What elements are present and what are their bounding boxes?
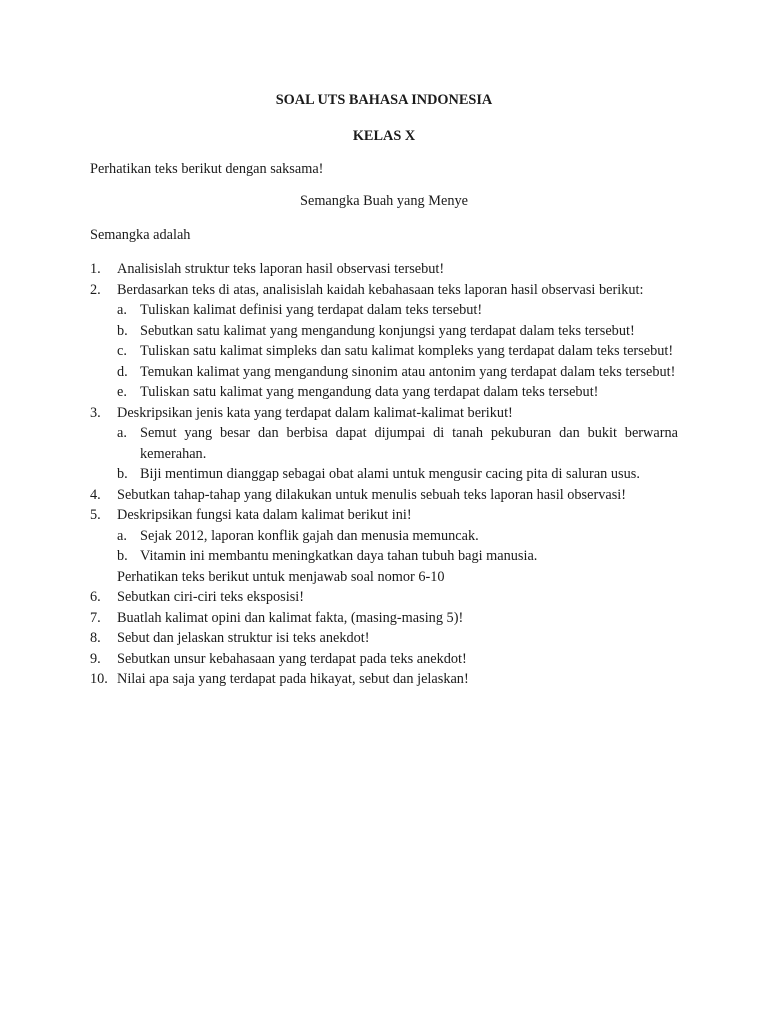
- question-number: 5.: [90, 507, 101, 523]
- question-text: Sebutkan ciri-ciri teks eksposisi!: [117, 589, 305, 605]
- question-item: [90, 587, 678, 608]
- question-item: [90, 608, 678, 629]
- question-item: [90, 259, 678, 280]
- question-text: Deskripsikan fungsi kata dalam kalimat berikut ini!: [117, 507, 412, 523]
- sub-question-letter: d.: [117, 363, 128, 380]
- question-item: [90, 505, 678, 526]
- question-item: [90, 280, 678, 301]
- question-number: 3.: [90, 404, 101, 421]
- class-label: KELAS X: [352, 128, 416, 144]
- intro-instruction: Perhatikan teks berikut dengan saksama!: [90, 161, 324, 177]
- question-item: [90, 485, 678, 506]
- sub-question-letter: a.: [117, 302, 127, 318]
- question-text: Nilai apa saja yang terdapat pada hikayat, sebut dan jelaskan!: [117, 671, 469, 687]
- question-item: [90, 649, 678, 670]
- sub-question-text: Vitamin ini membantu meningkatkan daya tahan tubuh bagi manusia.: [140, 548, 538, 564]
- question-text: Sebut dan jelaskan struktur isi teks anekdot!: [117, 630, 370, 646]
- section-note: Perhatikan teks berikut untuk menjawab soal nomor 6-10: [117, 568, 445, 585]
- sub-question-text: Semut yang besar dan berbisa dapat dijumpai di tanah pekuburan dan bukit berwarna kemerahan.: [140, 425, 678, 462]
- question-number: 7.: [90, 609, 101, 626]
- question-item: [90, 628, 678, 649]
- sub-question-letter: c.: [117, 343, 127, 359]
- sub-question-text: Tuliskan satu kalimat simpleks dan satu kalimat kompleks yang terdapat dalam teks tersebut!: [140, 343, 674, 359]
- sub-question-item: [90, 423, 678, 464]
- question-number: 2.: [90, 281, 101, 298]
- question-text: Sebutkan unsur kebahasaan yang terdapat pada teks anekdot!: [117, 650, 467, 667]
- sub-question-text: Biji mentimun dianggap sebagai obat alami untuk mengusir cacing pita di saluran usus.: [140, 466, 640, 482]
- sub-question-item: [90, 321, 678, 342]
- document-title: SOAL UTS BAHASA INDONESIA: [275, 92, 493, 108]
- sub-question-text: Temukan kalimat yang mengandung sinonim atau antonim yang terdapat dalam teks tersebut!: [140, 363, 676, 380]
- question-number: 6.: [90, 589, 101, 605]
- sub-question-item: [90, 546, 678, 567]
- question-text: Sebutkan tahap-tahap yang dilakukan untuk menulis sebuah teks laporan hasil observasi!: [117, 486, 626, 503]
- sub-question-text: Tuliskan satu kalimat yang mengandung data yang terdapat dalam teks tersebut!: [140, 384, 599, 400]
- sub-question-item: [90, 526, 678, 547]
- question-text: Berdasarkan teks di atas, analisislah kaidah kebahasaan teks laporan hasil observasi berikut:: [117, 281, 644, 298]
- question-text: Analisislah struktur teks laporan hasil observasi tersebut!: [117, 261, 445, 277]
- question-number: 1.: [90, 261, 101, 277]
- question-number: 8.: [90, 630, 101, 646]
- question-text: Buatlah kalimat opini dan kalimat fakta, (masing-masing 5)!: [117, 609, 464, 626]
- reading-text-title: Semangka Buah yang Menye: [300, 193, 468, 209]
- sub-question-text: Sebutkan satu kalimat yang mengandung konjungsi yang terdapat dalam teks tersebut!: [140, 322, 635, 339]
- sub-question-item: [90, 300, 678, 321]
- sub-question-letter: b.: [117, 548, 128, 564]
- question-item: [90, 669, 678, 690]
- sub-question-letter: a.: [117, 425, 127, 441]
- sub-question-letter: e.: [117, 384, 127, 400]
- sub-question-text: Sejak 2012, laporan konflik gajah dan menusia memuncak.: [140, 527, 479, 544]
- question-list: [90, 259, 678, 690]
- question-item: [90, 403, 678, 424]
- sub-question-letter: a.: [117, 527, 127, 544]
- question-number: 4.: [90, 486, 101, 503]
- question-text: Deskripsikan jenis kata yang terdapat dalam kalimat-kalimat berikut!: [117, 404, 513, 421]
- sub-question-item: [90, 362, 678, 383]
- sub-question-item: [90, 341, 678, 362]
- question-number: 9.: [90, 650, 101, 667]
- reading-text-body: Semangka adalah: [90, 227, 191, 243]
- question-number: 10.: [90, 671, 108, 687]
- sub-question-letter: b.: [117, 322, 128, 339]
- sub-question-letter: b.: [117, 466, 128, 482]
- sub-question-text: Tuliskan kalimat definisi yang terdapat dalam teks tersebut!: [140, 302, 483, 318]
- sub-question-item: [90, 382, 678, 403]
- sub-question-item: [90, 464, 678, 485]
